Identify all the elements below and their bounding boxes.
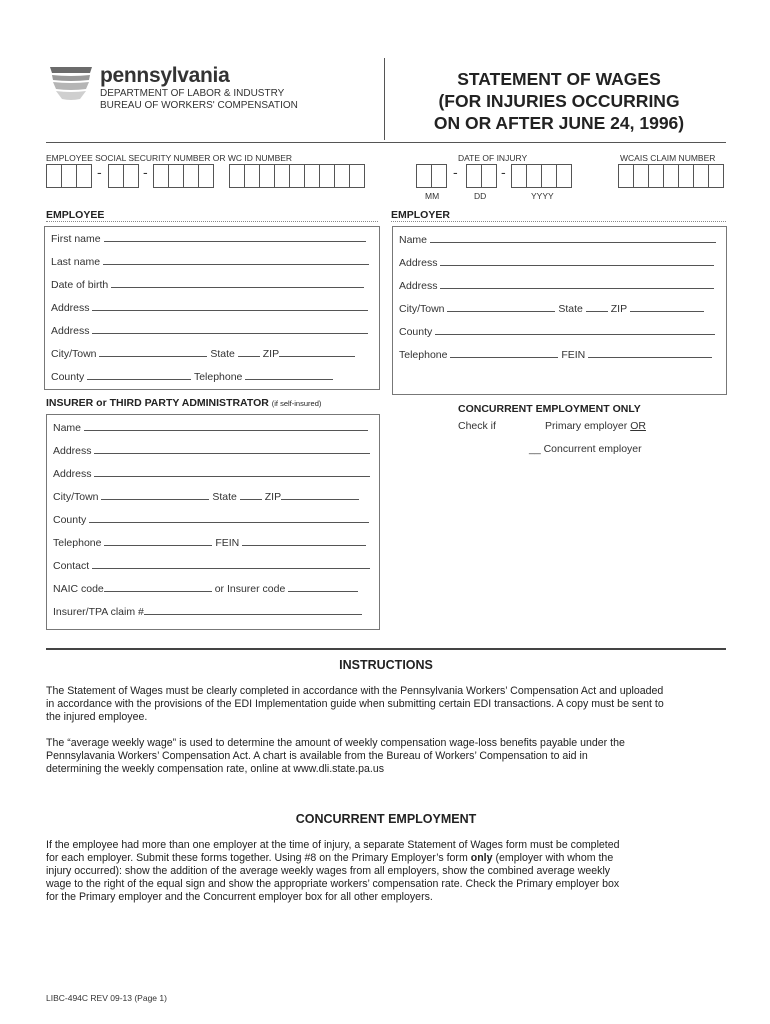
instructions-p1-line2: in accordance with the provisions of the EDI Implementation guide when submitting certain EDI transactions. A copy must be sent to bbox=[46, 698, 664, 710]
pa-keystone-logo bbox=[46, 63, 96, 103]
bureau-line: BUREAU OF WORKERS' COMPENSATION bbox=[100, 100, 298, 111]
employee-zip-label: ZIP bbox=[262, 348, 280, 360]
insurer-heading-text: INSURER or THIRD PARTY ADMINISTRATOR bbox=[46, 397, 269, 409]
insurer-fein-label: FEIN bbox=[215, 537, 240, 549]
employer-county-field[interactable] bbox=[399, 325, 715, 338]
insurer-contact-field[interactable] bbox=[53, 559, 370, 572]
employee-last-name-label: Last name bbox=[51, 256, 101, 268]
ssn-label: EMPLOYEE SOCIAL SECURITY NUMBER OR WC ID NUMBER bbox=[46, 153, 293, 163]
insurer-address2-label: Address bbox=[53, 468, 92, 480]
injury-month-input[interactable] bbox=[416, 164, 447, 188]
insurer-address1-label: Address bbox=[53, 445, 92, 457]
yyyy-label: YYYY bbox=[531, 191, 554, 201]
employee-heading: EMPLOYEE bbox=[46, 209, 105, 221]
employee-county-phone-field[interactable] bbox=[51, 370, 333, 383]
form-title-line1: STATEMENT OF WAGES bbox=[457, 69, 661, 89]
concurrent-employer-checkbox[interactable]: __ Concurrent employer bbox=[529, 443, 642, 455]
instructions-p2-line1: The “average weekly wage” is used to determine the amount of weekly compensation wage-loss benefits payable under the bbox=[46, 737, 625, 749]
employer-address2-field[interactable] bbox=[399, 279, 714, 292]
employee-city-label: City/Town bbox=[51, 348, 97, 360]
insurer-heading-note: (if self-insured) bbox=[271, 399, 322, 408]
ssn-dash-2: - bbox=[143, 166, 148, 181]
concurrent-line4: wage to the right of the equal sign and show the appropriate workers’ compensation rate. Check the Primary employer box bbox=[46, 878, 620, 890]
primary-or-label: OR bbox=[630, 420, 646, 432]
form-title-line2: (FOR INJURIES OCCURRING bbox=[438, 91, 680, 111]
mm-label: MM bbox=[425, 191, 440, 201]
employee-heading-rule bbox=[46, 221, 378, 224]
employer-address1-label: Address bbox=[399, 257, 438, 269]
employee-address2-field[interactable] bbox=[51, 324, 368, 337]
insurer-city-state-zip-field[interactable] bbox=[53, 490, 359, 503]
primary-employer-label: Primary employer bbox=[545, 420, 628, 432]
employee-first-name-label: First name bbox=[51, 233, 101, 245]
employer-heading: EMPLOYER bbox=[391, 209, 450, 221]
concurrent-employment-heading: CONCURRENT EMPLOYMENT bbox=[295, 812, 477, 826]
concurrent-line2 bbox=[46, 852, 736, 865]
employee-county-label: County bbox=[51, 371, 85, 383]
employer-address1-field[interactable] bbox=[399, 256, 714, 269]
wcais-claim-number-input[interactable] bbox=[618, 164, 724, 188]
concurrent-line2-c: (employer with whom the bbox=[492, 852, 614, 864]
employer-name-field[interactable] bbox=[399, 233, 716, 246]
instructions-paragraph-1 bbox=[46, 685, 736, 724]
insurer-code-label: or Insurer code bbox=[214, 583, 286, 595]
ssn-part3-input[interactable] bbox=[153, 164, 214, 188]
instructions-p2-line2: Pennsylavania Workers’ Compensation Act. A chart is available from the Bureau of Workers’ Compensation to aid in bbox=[46, 750, 588, 762]
ssn-part2-input[interactable] bbox=[108, 164, 139, 188]
insurer-name-label: Name bbox=[53, 422, 82, 434]
concurrent-line1: If the employee had more than one employer at the time of injury, a separate Statement of Wages form must be completed bbox=[46, 839, 620, 851]
employer-fein-label: FEIN bbox=[561, 349, 586, 361]
concurrent-only-heading: CONCURRENT EMPLOYMENT ONLY bbox=[458, 403, 641, 415]
insurer-city-label: City/Town bbox=[53, 491, 99, 503]
instructions-heading: INSTRUCTIONS bbox=[339, 658, 433, 672]
header-rule bbox=[46, 142, 726, 143]
insurer-county-field[interactable] bbox=[53, 513, 369, 526]
employer-phone-fein-field[interactable] bbox=[399, 348, 712, 361]
agency-name: pennsylvania bbox=[100, 64, 230, 87]
insurer-claim-number-field[interactable] bbox=[53, 605, 362, 618]
employer-city-label: City/Town bbox=[399, 303, 445, 315]
employer-heading-rule bbox=[391, 221, 726, 224]
insurer-zip-label: ZIP bbox=[264, 491, 282, 503]
employer-telephone-label: Telephone bbox=[399, 349, 448, 361]
employer-zip-label: ZIP bbox=[610, 303, 627, 315]
employer-address2-label: Address bbox=[399, 280, 438, 292]
header-divider bbox=[384, 58, 385, 140]
employee-state-label: State bbox=[210, 348, 235, 360]
wc-id-number-input[interactable] bbox=[229, 164, 365, 188]
concurrent-line2-a: for each employer. Submit these forms together. Using #8 on the Primary Employer’s form bbox=[46, 852, 471, 864]
insurer-address1-field[interactable] bbox=[53, 444, 370, 457]
employee-last-name-field[interactable] bbox=[51, 255, 369, 268]
employee-telephone-label: Telephone bbox=[193, 371, 243, 383]
employee-address1-label: Address bbox=[51, 302, 90, 314]
employer-state-label: State bbox=[558, 303, 583, 315]
employer-panel bbox=[392, 226, 727, 395]
instructions-p1-line3: the injured employee. bbox=[46, 711, 148, 723]
ssn-dash-1: - bbox=[97, 166, 102, 181]
employer-county-label: County bbox=[399, 326, 433, 338]
employee-first-name-field[interactable] bbox=[51, 232, 366, 245]
employee-panel bbox=[44, 226, 380, 390]
employee-address2-label: Address bbox=[51, 325, 90, 337]
instructions-paragraph-2 bbox=[46, 737, 736, 776]
insurer-panel bbox=[46, 414, 380, 630]
insurer-contact-label: Contact bbox=[53, 560, 90, 572]
insurer-name-field[interactable] bbox=[53, 421, 368, 434]
employer-city-state-zip-field[interactable] bbox=[399, 302, 704, 315]
concurrent-employment-paragraph bbox=[46, 839, 736, 904]
employee-dob-field[interactable] bbox=[51, 278, 364, 291]
injury-day-input[interactable] bbox=[466, 164, 497, 188]
form-id-footer: LIBC-494C REV 09-13 (Page 1) bbox=[46, 993, 167, 1003]
dd-label: DD bbox=[474, 191, 487, 201]
employee-city-state-zip-field[interactable] bbox=[51, 347, 355, 360]
insurer-state-label: State bbox=[212, 491, 237, 503]
instructions-p1-line1: The Statement of Wages must be clearly completed in accordance with the Pennsylvania Workers’ Compensation Act and uploaded bbox=[46, 685, 664, 697]
concurrent-line5: for the Primary employer and the Concurrent employer box for all other employers. bbox=[46, 891, 433, 903]
department-line: DEPARTMENT OF LABOR & INDUSTRY bbox=[100, 88, 285, 99]
concurrent-line2-only: only bbox=[470, 852, 493, 864]
primary-employer-checkbox[interactable] bbox=[545, 420, 646, 432]
doi-dash-1: - bbox=[453, 166, 458, 181]
employer-name-label: Name bbox=[399, 234, 428, 246]
doi-dash-2: - bbox=[501, 166, 506, 181]
instructions-top-rule bbox=[46, 648, 726, 650]
employee-address1-field[interactable] bbox=[51, 301, 368, 314]
insurer-address2-field[interactable] bbox=[53, 467, 370, 480]
ssn-part1-input[interactable] bbox=[46, 164, 92, 188]
insurer-naic-code-field[interactable] bbox=[53, 582, 358, 595]
form-title-line3: ON OR AFTER JUNE 24, 1996) bbox=[433, 113, 685, 133]
insurer-telephone-label: Telephone bbox=[53, 537, 102, 549]
instructions-p2-line3: determining the weekly compensation rate, online at www.dli.state.pa.us bbox=[46, 763, 385, 775]
date-of-injury-label: DATE OF INJURY bbox=[458, 153, 528, 163]
insurer-claim-label: Insurer/TPA claim # bbox=[53, 606, 144, 618]
insurer-county-label: County bbox=[53, 514, 87, 526]
employee-dob-label: Date of birth bbox=[51, 279, 109, 291]
insurer-heading bbox=[46, 397, 321, 409]
concurrent-line3: injury occurred): show the addition of the average weekly wages from all employers, show the combined average weekly bbox=[46, 865, 611, 877]
insurer-naic-label: NAIC code bbox=[53, 583, 104, 595]
insurer-phone-fein-field[interactable] bbox=[53, 536, 366, 549]
wcais-claim-label: WCAIS CLAIM NUMBER bbox=[620, 153, 716, 163]
check-if-label: Check if bbox=[458, 420, 496, 432]
injury-year-input[interactable] bbox=[511, 164, 572, 188]
